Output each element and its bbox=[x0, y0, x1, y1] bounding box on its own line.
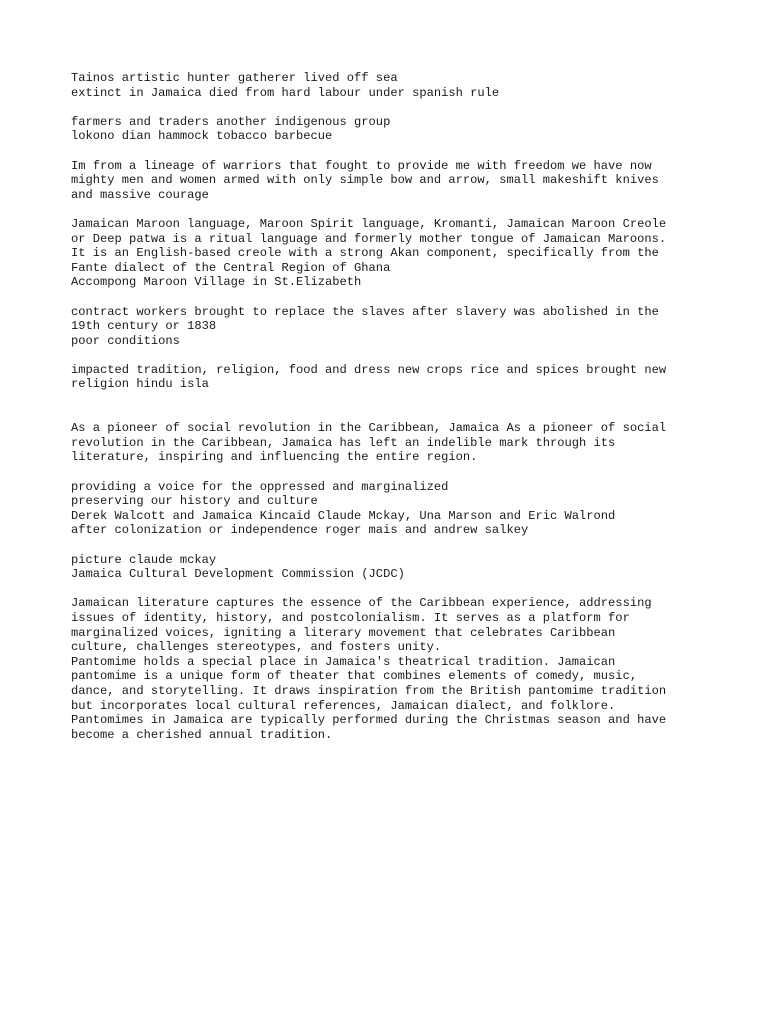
paragraph-maroon-language bbox=[71, 217, 701, 290]
text-line: Accompong Maroon Village in St.Elizabeth bbox=[71, 275, 362, 290]
paragraph-tainos bbox=[71, 71, 701, 100]
text-line: As a pioneer of social revolution in the Caribbean, Jamaica As a pioneer of social bbox=[71, 421, 667, 436]
paragraph-warriors bbox=[71, 159, 701, 203]
text-line: 19th century or 1838 bbox=[71, 319, 217, 334]
paragraph-claude-mckay bbox=[71, 553, 701, 582]
text-line: after colonization or independence roger mais and andrew salkey bbox=[71, 523, 529, 538]
text-line: Jamaica Cultural Development Commission (JCDC) bbox=[71, 567, 405, 582]
paragraph-social-revolution bbox=[71, 421, 701, 465]
text-line: poor conditions bbox=[71, 333, 180, 348]
text-line: Jamaican Maroon language, Maroon Spirit language, Kromanti, Jamaican Maroon Creole bbox=[71, 216, 667, 231]
text-line: and massive courage bbox=[71, 187, 209, 202]
text-line: Tainos artistic hunter gatherer lived off sea bbox=[71, 71, 398, 85]
text-line: It is an English-based creole with a strong Akan component, specifically from the bbox=[71, 246, 659, 261]
paragraph-impacted-tradition bbox=[71, 363, 701, 392]
text-line: contract workers brought to replace the slaves after slavery was abolished in the bbox=[71, 304, 659, 319]
text-line: religion hindu isla bbox=[71, 377, 209, 392]
text-line: Im from a lineage of warriors that fought to provide me with freedom we have now bbox=[71, 158, 652, 173]
paragraph-lokono bbox=[71, 115, 701, 144]
text-line: revolution in the Caribbean, Jamaica has left an indelible mark through its bbox=[71, 435, 616, 450]
text-line: providing a voice for the oppressed and marginalized bbox=[71, 479, 449, 494]
text-line: preserving our history and culture bbox=[71, 494, 318, 509]
text-line: pantomime is a unique form of theater that combines elements of comedy, music, bbox=[71, 669, 638, 684]
text-line: literature, inspiring and influencing the entire region. bbox=[71, 450, 478, 465]
text-line: Fante dialect of the Central Region of Ghana bbox=[71, 260, 391, 275]
text-line: Jamaican literature captures the essence of the Caribbean experience, addressing bbox=[71, 596, 652, 611]
text-line: picture claude mckay bbox=[71, 552, 217, 567]
document-page bbox=[71, 71, 701, 757]
text-line: farmers and traders another indigenous group bbox=[71, 114, 391, 129]
text-line: become a cherished annual tradition. bbox=[71, 727, 333, 742]
text-line: dance, and storytelling. It draws inspiration from the British pantomime tradition bbox=[71, 683, 667, 698]
text-line: Pantomime holds a special place in Jamaica's theatrical tradition. Jamaican bbox=[71, 654, 616, 669]
text-line: lokono dian hammock tobacco barbecue bbox=[71, 129, 333, 144]
paragraph-literature-pantomime bbox=[71, 596, 701, 742]
text-line: Derek Walcott and Jamaica Kincaid Claude Mckay, Una Marson and Eric Walrond bbox=[71, 508, 616, 523]
text-line: marginalized voices, igniting a literary movement that celebrates Caribbean bbox=[71, 625, 616, 640]
text-line: but incorporates local cultural references, Jamaican dialect, and folklore. bbox=[71, 698, 616, 713]
text-line: or Deep patwa is a ritual language and formerly mother tongue of Jamaican Maroons. bbox=[71, 231, 667, 246]
text-line: Pantomimes in Jamaica are typically performed during the Christmas season and have bbox=[71, 713, 667, 728]
paragraph-voice-oppressed bbox=[71, 480, 701, 538]
text-line: issues of identity, history, and postcolonialism. It serves as a platform for bbox=[71, 610, 630, 625]
text-line: culture, challenges stereotypes, and fosters unity. bbox=[71, 640, 442, 655]
text-line: extinct in Jamaica died from hard labour under spanish rule bbox=[71, 85, 500, 100]
text-line: impacted tradition, religion, food and dress new crops rice and spices brought new bbox=[71, 362, 667, 377]
paragraph-contract-workers bbox=[71, 305, 701, 349]
text-line: mighty men and women armed with only simple bow and arrow, small makeshift knives bbox=[71, 173, 659, 188]
